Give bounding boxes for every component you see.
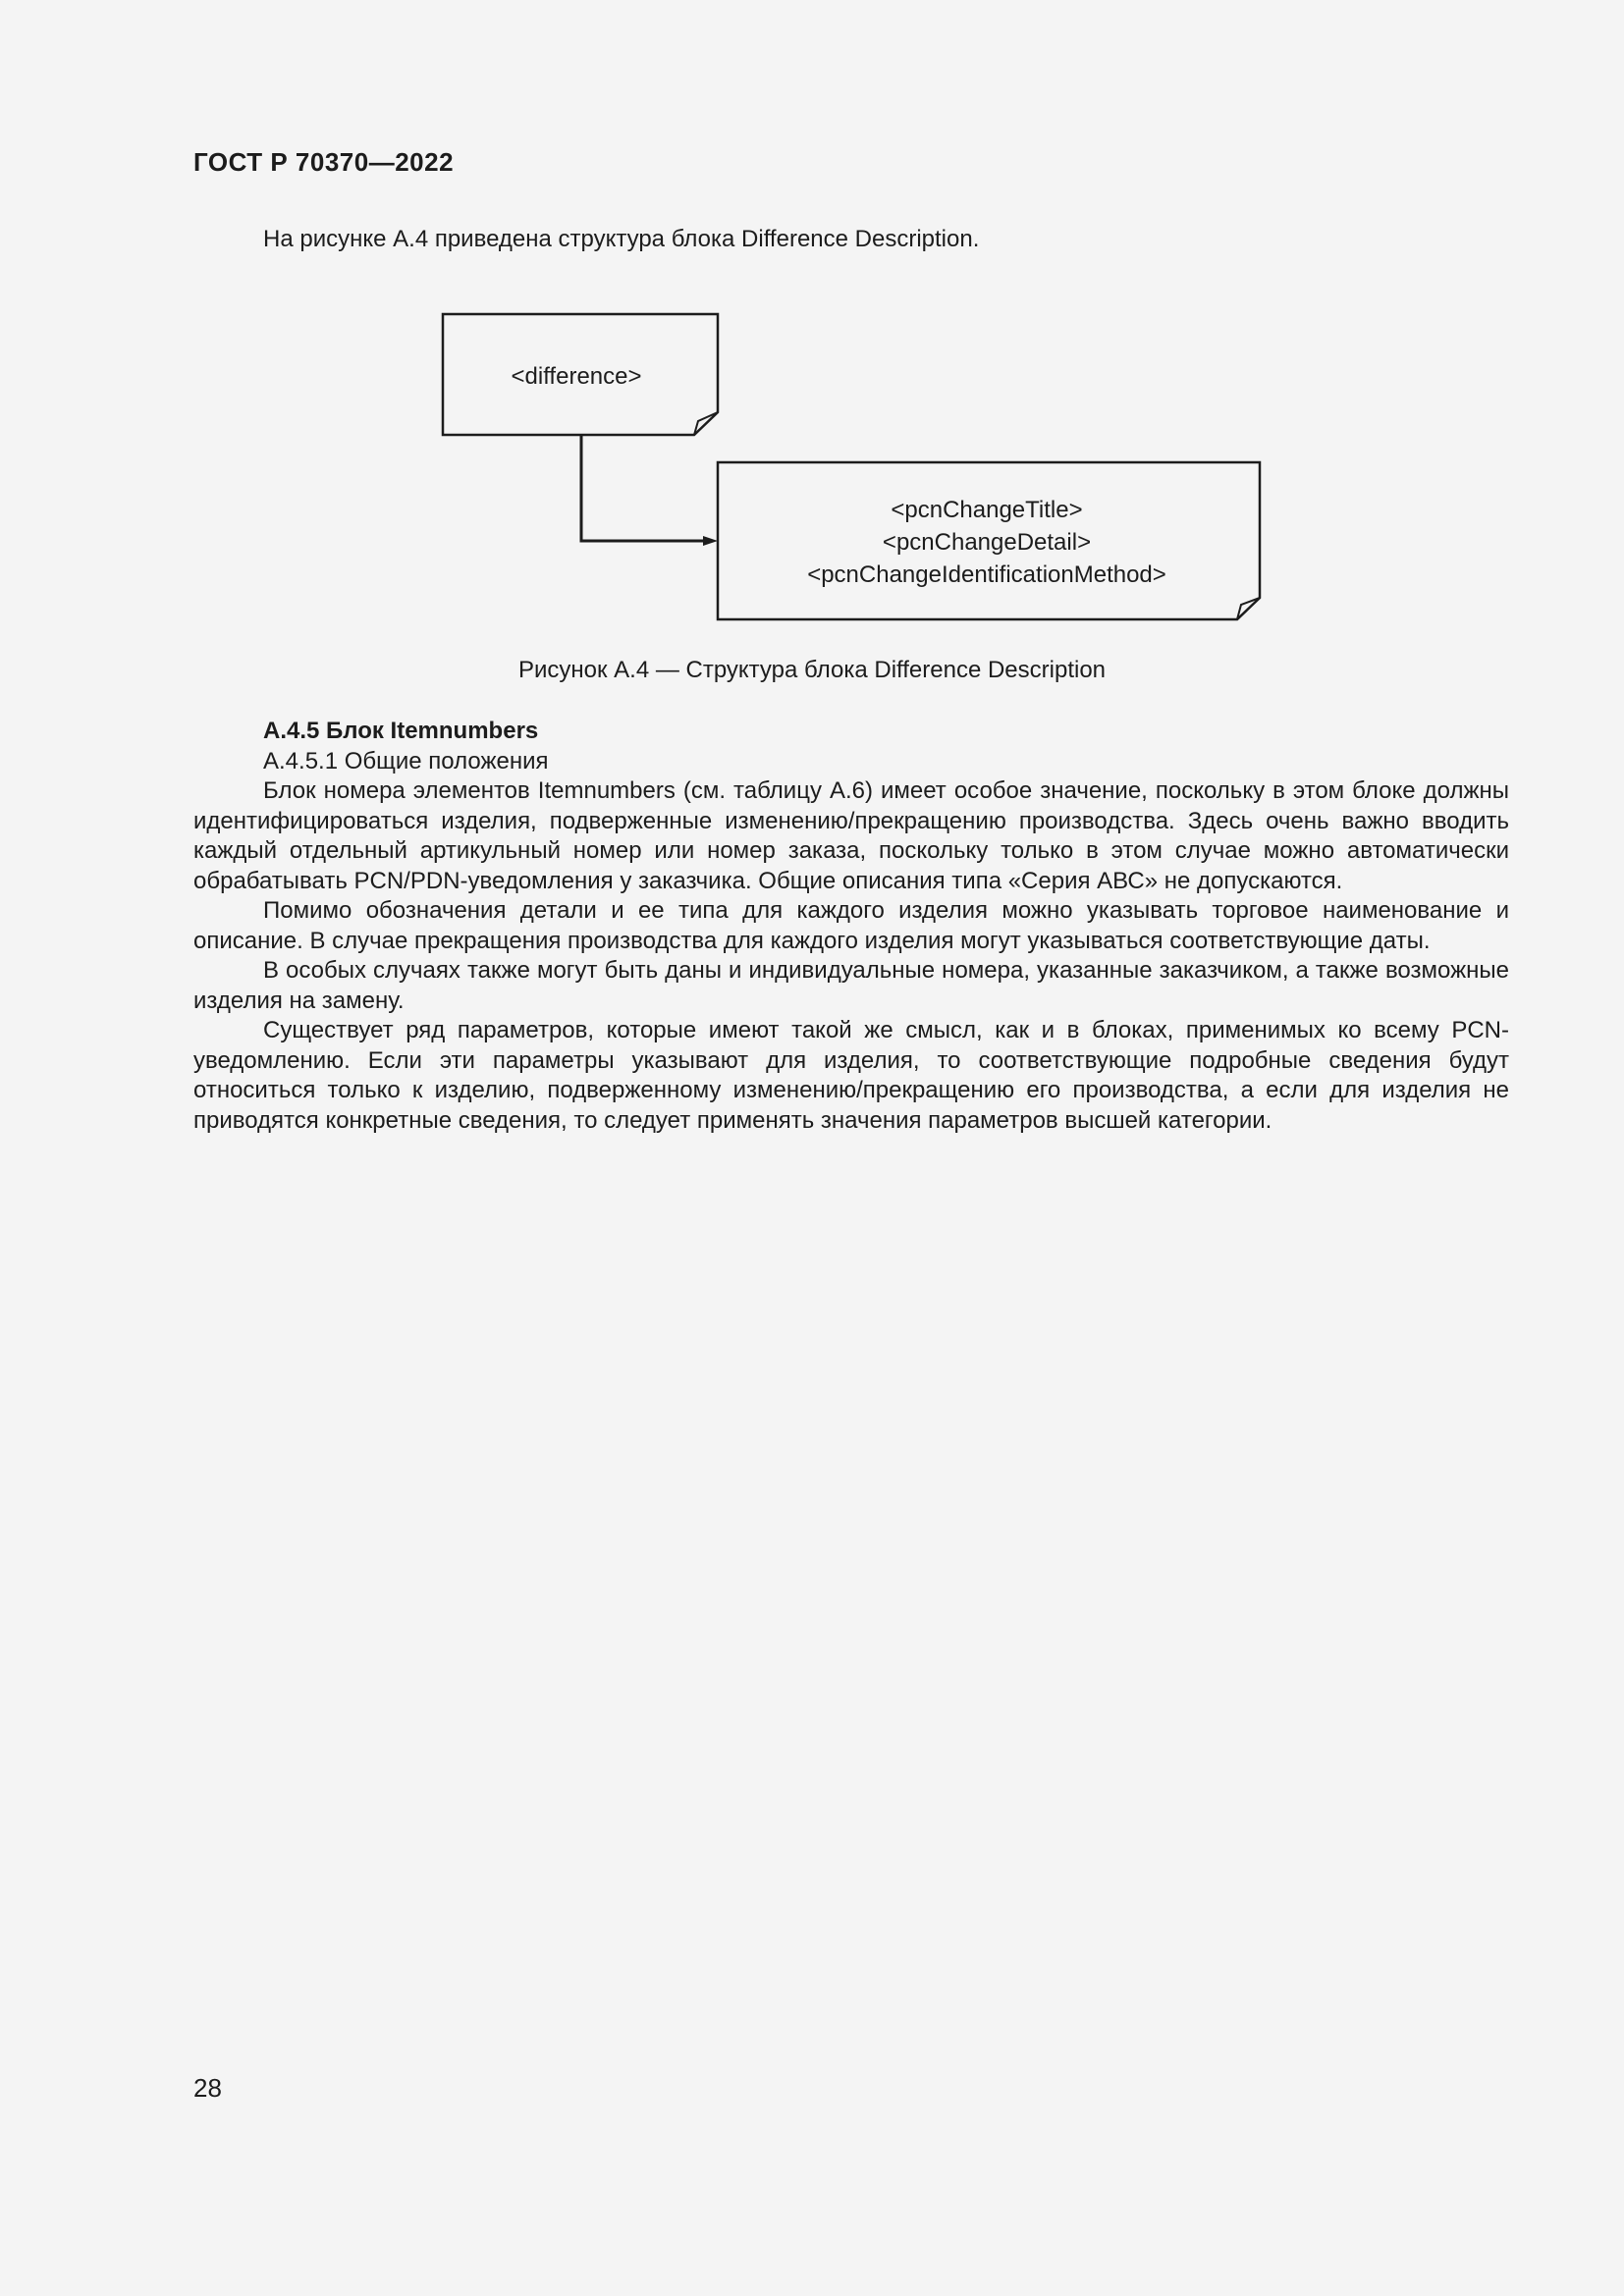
- difference-box: [443, 314, 718, 435]
- section-itemnumbers: [193, 717, 1509, 1136]
- difference-label: <difference>: [511, 363, 642, 390]
- body-paragraph: Помимо обозначения детали и ее типа для каждого изделия можно указывать торговое наименование и описание. В случае прекращения производства для каждого изделия могут указываться соответствующие даты.: [193, 897, 1509, 954]
- pcn-change-identification-method-label: <pcnChangeIdentificationMethod>: [807, 561, 1166, 588]
- figure-caption: Рисунок А.4 — Структура блока Difference Description: [517, 657, 1107, 683]
- body-paragraph: Существует ряд параметров, которые имеют такой же смысл, как и в блоках, применимых ко всему PCN-уведомлению. Если эти параметры указывают для изделия, то соответствующие подробные сведения будут относиться только к изделию, подверженному изменению/прекращению его производства, а если для изделия не приводятся конкретные сведения, то следует применять значения параметров высшей категории.: [193, 1017, 1509, 1134]
- body-paragraph: Блок номера элементов Itemnumbers (см. таблицу А.6) имеет особое значение, поскольку в этом блоке должны идентифицироваться изделия, подверженные изменению/прекращению производства. Здесь очень важно вводить каждый отдельный артикульный номер или номер заказа, поскольку только в этом случае можно автоматически обрабатывать PCN/PDN-уведомления у заказчика. Общие описания типа «Серия АВС» не допускаются.: [193, 777, 1509, 894]
- connector-arrow: [581, 435, 718, 546]
- section-subtitle: А.4.5.1 Общие положения: [263, 747, 549, 774]
- pcn-change-detail-label: <pcnChangeDetail>: [882, 529, 1092, 556]
- body-paragraph: В особых случаях также могут быть даны и индивидуальные номера, указанные заказчиком, а также возможные изделия на замену.: [193, 957, 1509, 1014]
- section-title: А.4.5 Блок Itemnumbers: [263, 718, 539, 744]
- intro-paragraph: На рисунке А.4 приведена структура блока Difference Description.: [263, 226, 980, 252]
- pcn-change-box: [718, 462, 1260, 619]
- page-number: 28: [193, 2073, 222, 2103]
- document-header: ГОСТ Р 70370—2022: [193, 147, 455, 177]
- pcn-change-title-label: <pcnChangeTitle>: [891, 497, 1083, 523]
